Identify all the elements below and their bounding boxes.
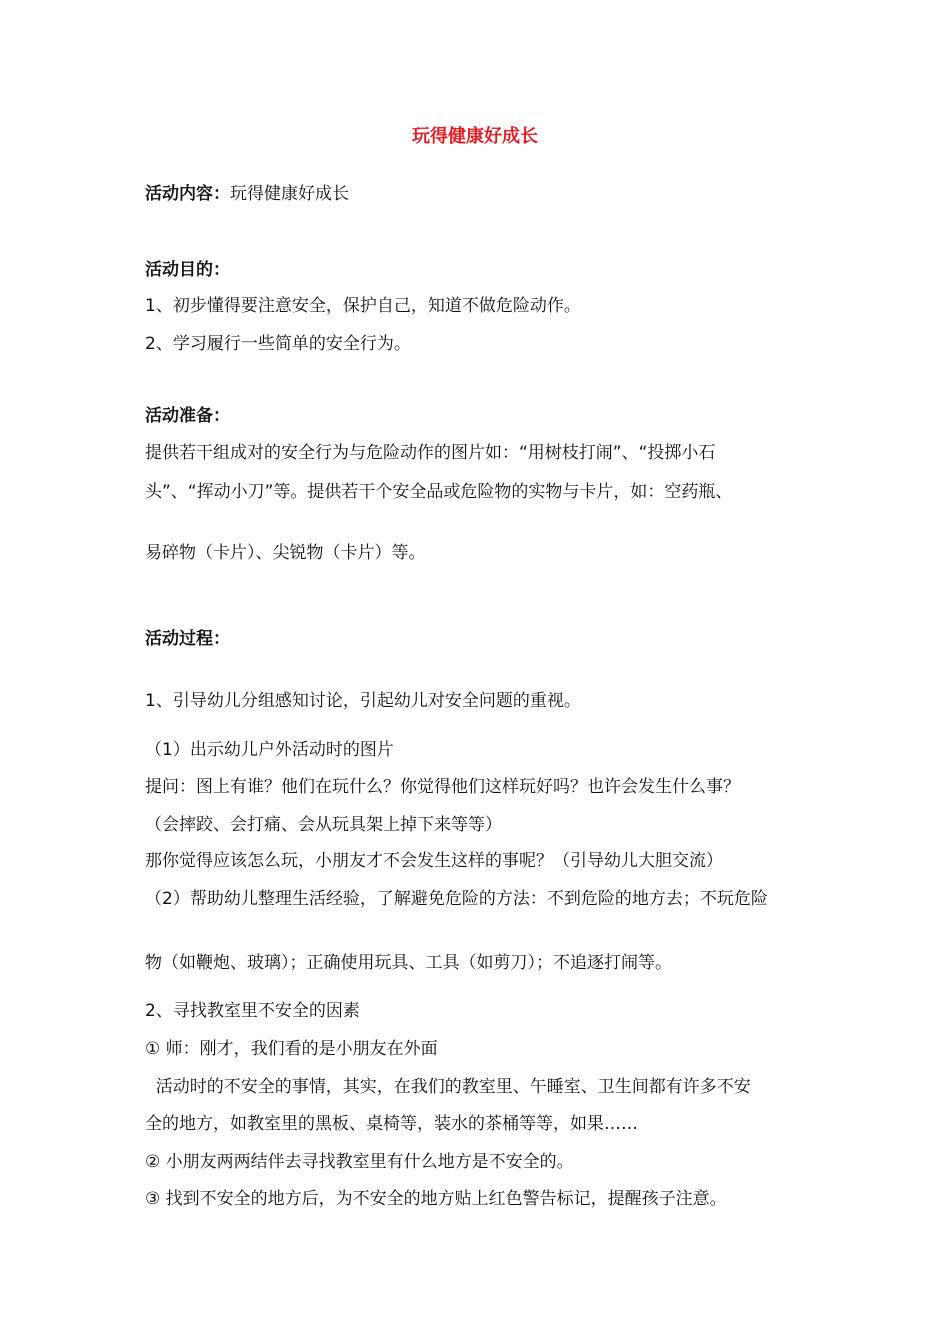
process-line: （2）帮助幼儿整理生活经验，了解避免危险的方法：不到危险的地方去；不玩危险 (145, 889, 768, 909)
process-line: 提问：图上有谁？他们在玩什么？你觉得他们这样玩好吗？也许会发生什么事？ (145, 777, 740, 797)
process-line: 活动时的不安全的事情，其实，在我们的教室里、午睡室、卫生间都有许多不安 (145, 1077, 751, 1097)
goals-heading: 活动目的： (145, 260, 230, 280)
process-line: （会摔跤、会打痛、会从玩具架上掉下来等等） (145, 815, 502, 835)
document-title: 玩得健康好成长 (412, 126, 538, 147)
goal-item: 2、学习履行一些简单的安全行为。 (145, 334, 411, 354)
content-label: 活动内容： (145, 184, 230, 204)
process-line: 物（如鞭炮、玻璃）；正确使用玩具、工具（如剪刀）；不追逐打闹等。 (145, 953, 672, 973)
process-line: 2、寻找教室里不安全的因素 (145, 1001, 360, 1021)
process-line: ② 小朋友两两结伴去寻找教室里有什么地方是不安全的。 (145, 1152, 574, 1172)
prep-line: 提供若干组成对的安全行为与危险动作的图片如：“用树枝打闹”、“投掷小石 (145, 443, 716, 463)
goal-item: 1、初步懂得要注意安全，保护自己，知道不做危险动作。 (145, 296, 581, 316)
process-line: 1、引导幼儿分组感知讨论，引起幼儿对安全问题的重视。 (145, 691, 581, 711)
content-value: 玩得健康好成长 (230, 184, 349, 204)
process-line: 那你觉得应该怎么玩，小朋友才不会发生这样的事呢？（引导幼儿大胆交流） (145, 851, 723, 871)
process-line: （1）出示幼儿户外活动时的图片 (145, 740, 394, 760)
process-line: ① 师：刚才，我们看的是小朋友在外面 (145, 1039, 438, 1059)
prep-line: 易碎物（卡片）、尖锐物（卡片）等。 (145, 543, 426, 563)
process-line: 全的地方，如教室里的黑板、桌椅等，装水的茶桶等等，如果…… (145, 1114, 638, 1134)
content-line (145, 181, 815, 207)
prep-heading: 活动准备： (145, 406, 230, 426)
prep-line: 头”、“挥动小刀”等。提供若干个安全品或危险物的实物与卡片，如：空药瓶、 (145, 482, 733, 502)
process-heading: 活动过程： (145, 629, 230, 649)
process-line: ③ 找到不安全的地方后，为不安全的地方贴上红色警告标记，提醒孩子注意。 (145, 1189, 727, 1209)
